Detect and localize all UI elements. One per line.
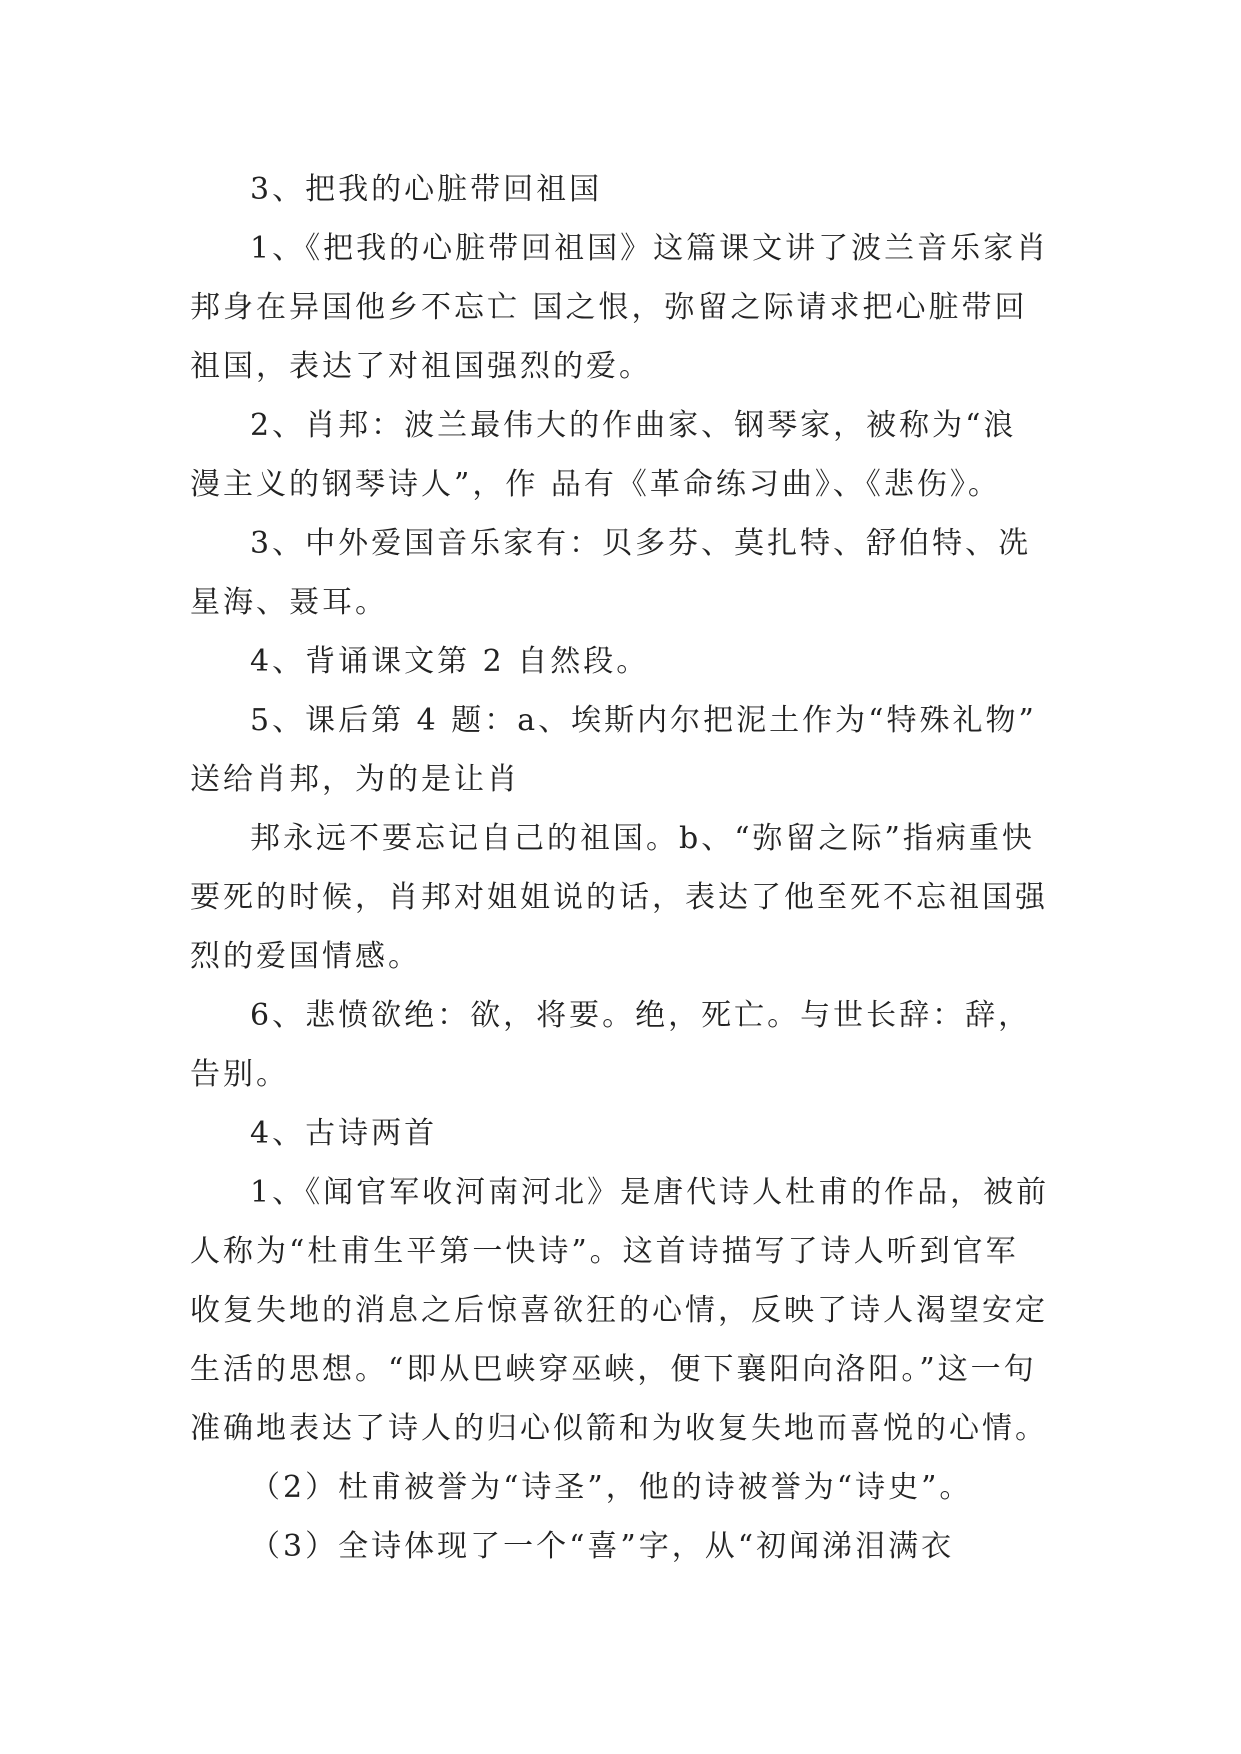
paragraph-line: 送给肖邦，为的是让肖 bbox=[190, 762, 520, 797]
paragraph-line: 5、课后第 4 题：a、埃斯内尔把泥土作为“特殊礼物” bbox=[250, 703, 1037, 738]
paragraph-line: （3）全诗体现了一个“喜”字，从“初闻涕泪满衣 bbox=[250, 1529, 955, 1564]
paragraph-line: 人称为“杜甫生平第一快诗”。这首诗描写了诗人听到官军 bbox=[190, 1234, 1019, 1269]
section-heading: 4、古诗两首 bbox=[250, 1116, 438, 1151]
paragraph-line: 准确地表达了诗人的归心似箭和为收复失地而喜悦的心情。 bbox=[190, 1411, 1048, 1446]
paragraph-line: 3、中外爱国音乐家有：贝多芬、莫扎特、舒伯特、冼 bbox=[250, 526, 1032, 561]
paragraph-line: 1、《把我的心脏带回祖国》这篇课文讲了波兰音乐家肖 bbox=[250, 231, 1050, 266]
paragraph-line: 漫主义的钢琴诗人”，作 品有《革命练习曲》、《悲伤》。 bbox=[190, 467, 1001, 502]
paragraph-line: 烈的爱国情感。 bbox=[190, 939, 421, 974]
paragraph-line: 4、背诵课文第 2 自然段。 bbox=[250, 644, 650, 679]
paragraph-line: （2）杜甫被誉为“诗圣”，他的诗被誉为“诗史”。 bbox=[250, 1470, 973, 1505]
paragraph-line: 祖国，表达了对祖国强烈的爱。 bbox=[190, 349, 652, 384]
paragraph-line: 收复失地的消息之后惊喜欲狂的心情，反映了诗人渴望安定 bbox=[190, 1293, 1048, 1328]
document-body bbox=[190, 160, 1060, 1576]
paragraph-line: 邦身在异国他乡不忘亡 国之恨，弥留之际请求把心脏带回 bbox=[190, 290, 1028, 325]
paragraph-line: 6、悲愤欲绝：欲，将要。绝，死亡。与世长辞：辞， bbox=[250, 998, 1032, 1033]
section-heading: 3、把我的心脏带回祖国 bbox=[250, 172, 603, 207]
paragraph-line: 2、肖邦：波兰最伟大的作曲家、钢琴家，被称为“浪 bbox=[250, 408, 1017, 443]
paragraph-line: 要死的时候，肖邦对姐姐说的话，表达了他至死不忘祖国强 bbox=[190, 880, 1048, 915]
paragraph-line: 邦永远不要忘记自己的祖国。b、“弥留之际”指病重快 bbox=[250, 821, 1035, 856]
paragraph-line: 星海、聂耳。 bbox=[190, 585, 388, 620]
paragraph-line: 1、《闻官军收河南河北》是唐代诗人杜甫的作品，被前 bbox=[250, 1175, 1050, 1210]
paragraph-line: 告别。 bbox=[190, 1057, 289, 1092]
paragraph-line: 生活的思想。“即从巴峡穿巫峡，便下襄阳向洛阳。”这一句 bbox=[190, 1352, 1037, 1387]
